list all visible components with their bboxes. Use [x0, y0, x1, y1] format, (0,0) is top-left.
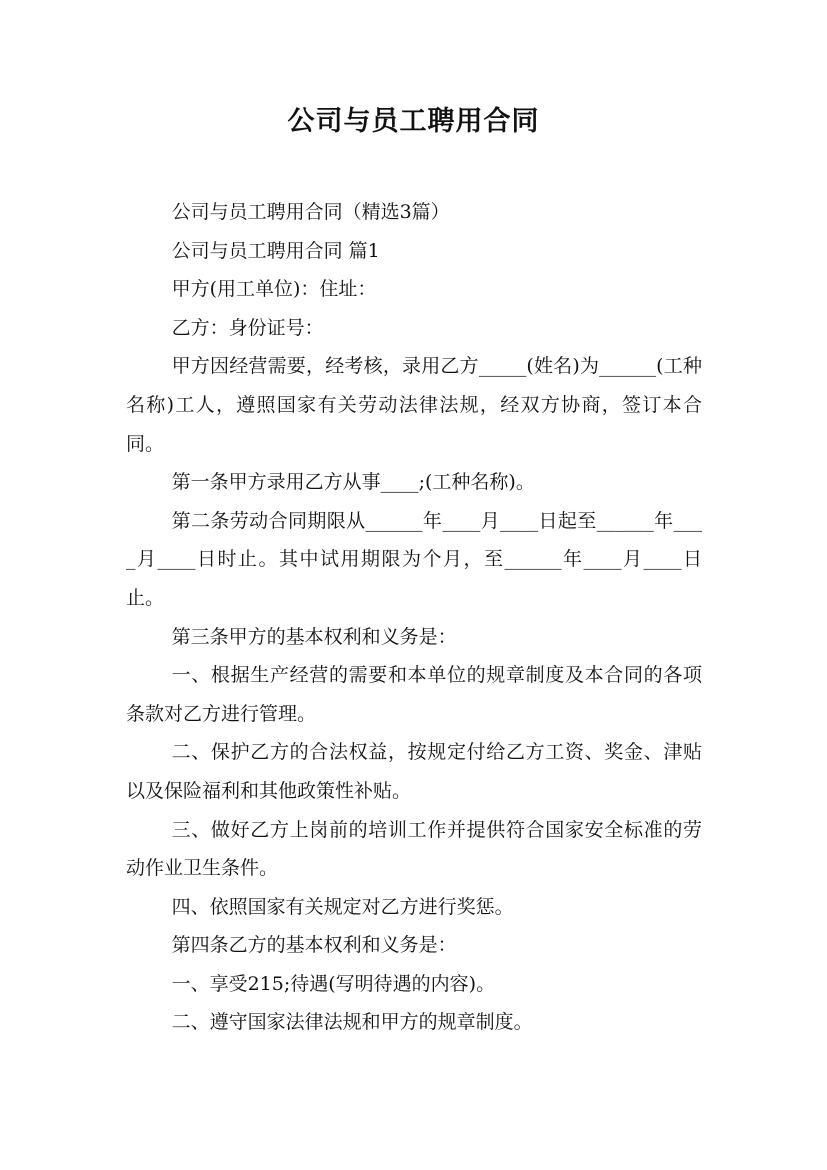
document-body: [126, 193, 702, 1042]
paragraph-party-a: 甲方(用工单位)：住址：: [171, 278, 377, 301]
paragraph-article-3-item-1: 一、根据生产经营的需要和本单位的规章制度及本合同的各项条款对乙方进行管理。: [126, 664, 702, 725]
paragraph-article-3-item-2: 二、保护乙方的合法权益，按规定付给乙方工资、奖金、津贴以及保险福利和其他政策性补贴。: [126, 741, 702, 802]
paragraph-article-2: 第二条劳动合同期限从______年____月____日起至______年____月____日时止。其中试用期限为个月，至______年____月____日止。: [126, 509, 702, 609]
paragraph-recruitment: 甲方因经营需要，经考核，录用乙方_____(姓名)为______(工种名称)工人，遵照国家有关劳动法律法规，经双方协商，签订本合同。: [126, 355, 702, 455]
paragraph-article-3: 第三条甲方的基本权利和义务是：: [171, 625, 457, 648]
paragraph-part-heading: 公司与员工聘用合同 篇1: [171, 239, 380, 262]
paragraph-intro: 公司与员工聘用合同（精选3篇）: [171, 201, 450, 223]
paragraph-article-3-item-4: 四、依照国家有关规定对乙方进行奖惩。: [171, 895, 514, 918]
paragraph-article-4-item-1: 一、享受215;待遇(写明待遇的内容)。: [171, 972, 496, 995]
paragraph-article-1: 第一条甲方录用乙方从事____;(工种名称)。: [171, 471, 535, 494]
paragraph-article-3-item-3: 三、做好乙方上岗前的培训工作并提供符合国家安全标准的劳动作业卫生条件。: [126, 818, 702, 880]
paragraph-article-4-item-2: 二、遵守国家法律法规和甲方的规章制度。: [171, 1011, 533, 1034]
paragraph-article-4: 第四条乙方的基本权利和义务是：: [171, 934, 457, 957]
document-title: 公司与员工聘用合同: [287, 106, 540, 137]
paragraph-party-b: 乙方：身份证号：: [171, 316, 324, 339]
